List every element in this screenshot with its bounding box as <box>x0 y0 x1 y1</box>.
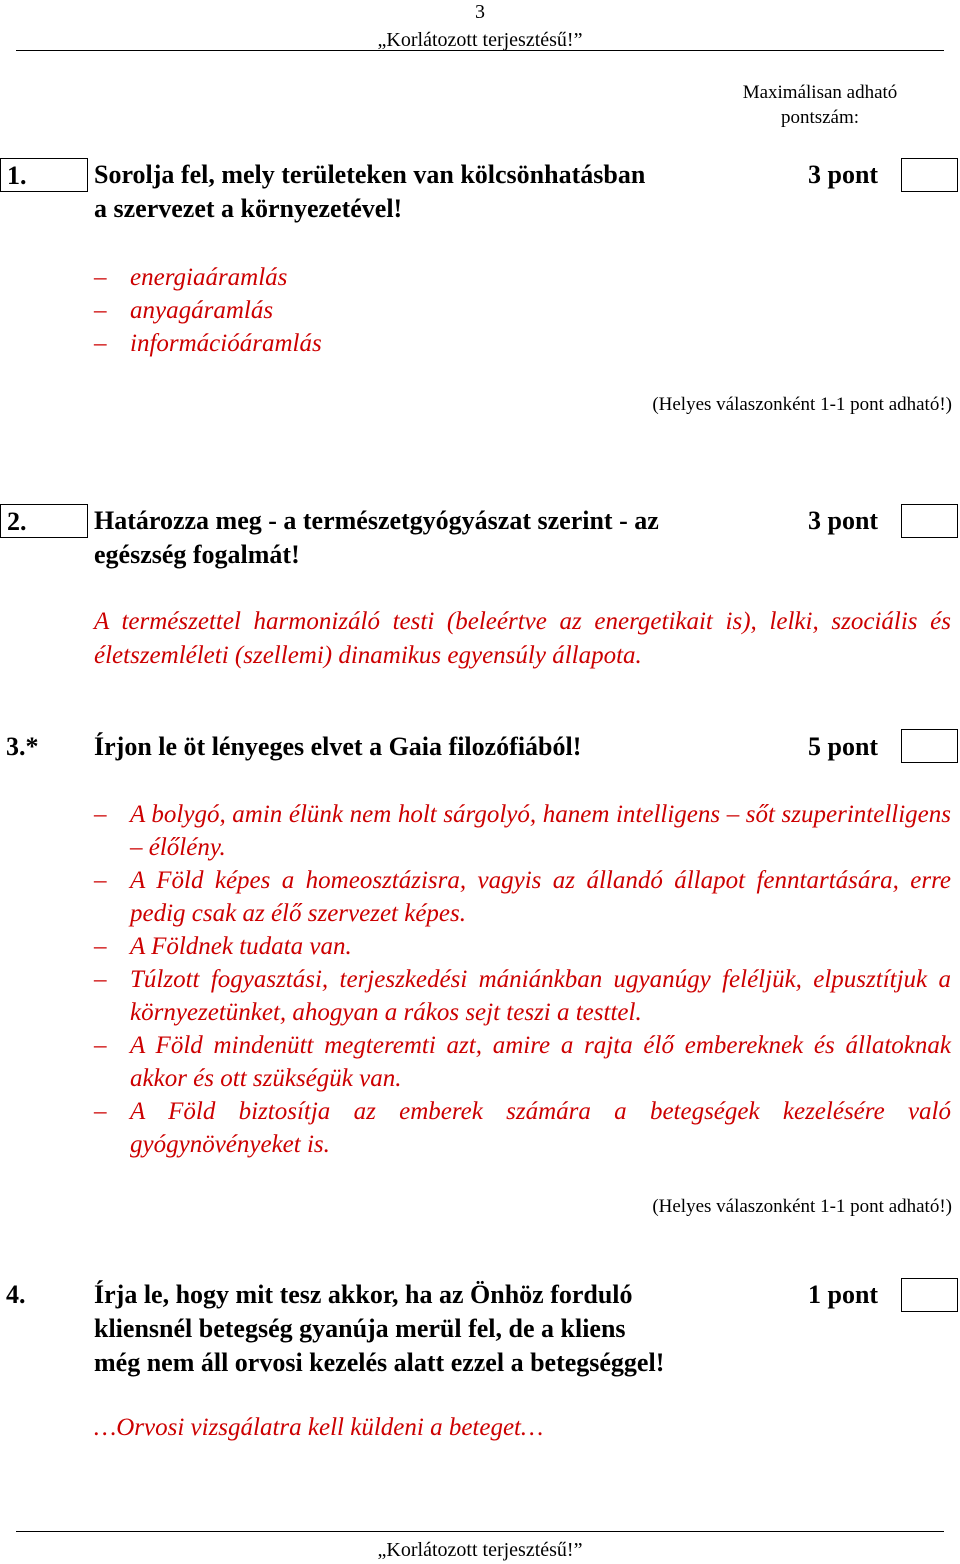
question-number: 4. <box>6 1280 26 1309</box>
list-item: – energiaáramlás <box>94 264 288 291</box>
list-item: – A Földnek tudata van. <box>94 933 352 960</box>
points-label: 3 pont <box>808 160 879 189</box>
question-number: 3.* <box>6 732 39 761</box>
points-label: 1 pont <box>808 1280 879 1309</box>
question-number: 2. <box>0 504 88 538</box>
score-box[interactable] <box>901 729 958 763</box>
footer-restriction: „Korlátozott terjesztésű!” <box>377 1539 583 1561</box>
max-points-label: Maximálisan adható pontszám: <box>742 82 898 128</box>
answer-list <box>94 261 951 360</box>
score-box[interactable] <box>901 158 958 192</box>
points-label: 5 pont <box>808 732 879 761</box>
question-text: Sorolja fel, mely területeken van kölcsönhatásban a szervezet a környezetével! <box>94 160 646 223</box>
list-item: – A Föld mindenütt megteremti azt, amire a rajta élő embereknek és állatoknak akkor és ott szükségük van. <box>94 1032 951 1092</box>
list-item: – anyagáramlás <box>94 297 274 324</box>
scoring-note: (Helyes válaszonként 1-1 pont adható!) <box>652 394 952 415</box>
question-text: Írja le, hogy mit tesz akkor, ha az Önhöz forduló kliensnél betegség gyanúja merül fel, de a kliens még nem áll orvosi kezelés alatt ezzel a betegséggel! <box>94 1280 665 1377</box>
list-item: – A Föld biztosítja az emberek számára a betegségek kezelésére való gyógynövényeket is. <box>94 1098 951 1158</box>
footer-rule <box>16 1531 944 1532</box>
answer-text: …Orvosi vizsgálatra kell küldeni a beteget… <box>94 1414 544 1441</box>
question-text: Határozza meg - a természetgyógyászat szerint - az egészség fogalmát! <box>94 506 659 569</box>
score-box[interactable] <box>901 504 958 538</box>
scoring-note: (Helyes válaszonként 1-1 pont adható!) <box>652 1196 952 1217</box>
points-label: 3 pont <box>808 506 879 535</box>
list-item: – A Föld képes a homeosztázisra, vagyis az állandó állapot fenntartására, erre pedig csak az élő szervezet képes. <box>94 867 951 927</box>
list-item: – Túlzott fogyasztási, terjeszkedési mániánkban ugyanúgy feléljük, elpusztítjuk a környezetünket, ahogyan a rákos sejt teszi a testtel. <box>94 966 951 1026</box>
question-number: 1. <box>0 158 88 192</box>
answer-list <box>94 798 951 1161</box>
header-rule <box>16 50 944 51</box>
score-box[interactable] <box>901 1278 958 1312</box>
header-restriction: „Korlátozott terjesztésű!” <box>377 29 583 51</box>
answer-text: A természettel harmonizáló testi (beleértve az energetikait is), lelki, szociális és életszemléleti (szellemi) dinamikus egyensúly állapota. <box>94 608 951 669</box>
list-item: – A bolygó, amin élünk nem holt sárgolyó, hanem intelligens – sőt szuperintelligens – élőlény. <box>94 801 951 861</box>
list-item: – információáramlás <box>94 330 322 357</box>
page-number: 3 <box>475 1 485 23</box>
question-text: Írjon le öt lényeges elvet a Gaia filozófiából! <box>94 732 582 761</box>
